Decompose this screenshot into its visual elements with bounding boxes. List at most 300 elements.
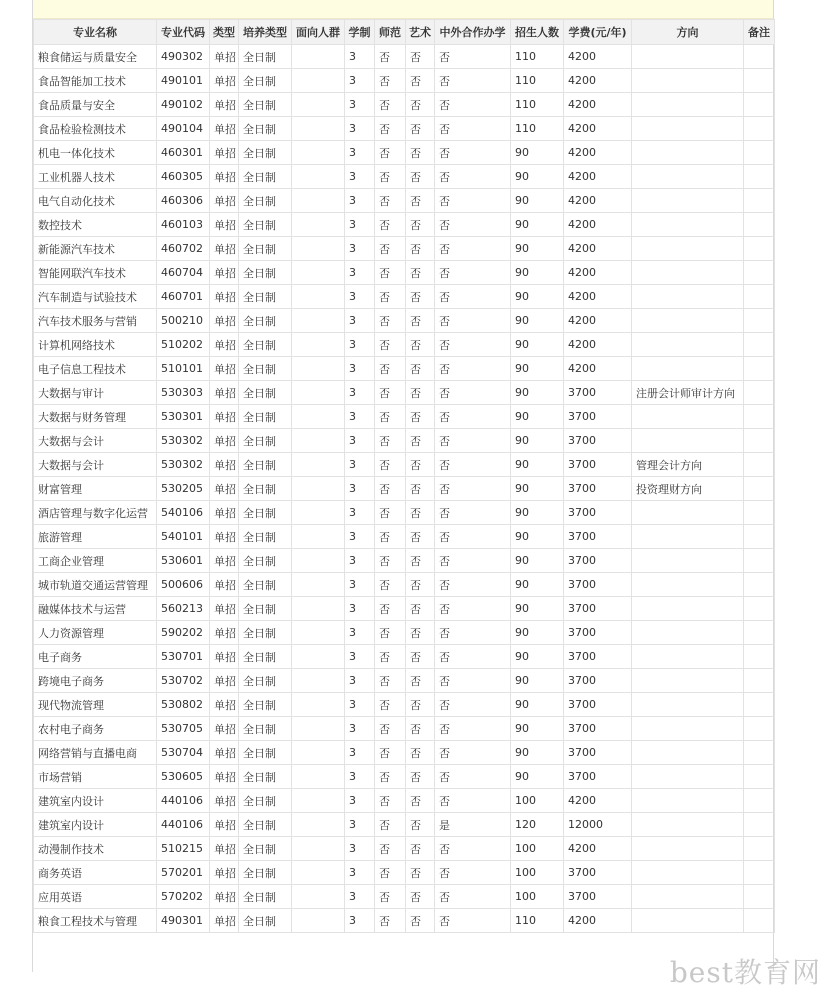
cell-normal: 否: [375, 693, 406, 717]
cell-joint: 否: [435, 261, 511, 285]
cell-joint: 否: [435, 165, 511, 189]
cell-joint: 否: [435, 789, 511, 813]
cell-normal: 否: [375, 645, 406, 669]
cell-remark: [744, 261, 775, 285]
cell-remark: [744, 717, 775, 741]
cell-tuition: 4200: [564, 165, 632, 189]
cell-joint: 否: [435, 621, 511, 645]
cell-art: 否: [406, 117, 435, 141]
cell-tuition: 4200: [564, 357, 632, 381]
cell-direction: [632, 525, 744, 549]
cell-normal: 否: [375, 429, 406, 453]
cell-direction: [632, 597, 744, 621]
cell-type: 单招: [210, 285, 239, 309]
cell-enrollment: 90: [511, 693, 564, 717]
cell-joint: 否: [435, 237, 511, 261]
cell-major-code: 440106: [157, 813, 210, 837]
cell-art: 否: [406, 141, 435, 165]
cell-study-mode: 全日制: [239, 621, 292, 645]
cell-major-code: 500606: [157, 573, 210, 597]
cell-remark: [744, 573, 775, 597]
cell-joint: 否: [435, 405, 511, 429]
cell-target-group: [292, 477, 345, 501]
cell-art: 否: [406, 909, 435, 933]
cell-study-mode: 全日制: [239, 789, 292, 813]
cell-type: 单招: [210, 717, 239, 741]
cell-enrollment: 90: [511, 501, 564, 525]
cell-direction: [632, 357, 744, 381]
cell-tuition: 4200: [564, 309, 632, 333]
cell-normal: 否: [375, 885, 406, 909]
cell-tuition: 3700: [564, 621, 632, 645]
cell-target-group: [292, 813, 345, 837]
column-header-joint: 中外合作办学: [435, 20, 511, 45]
cell-tuition: 4200: [564, 141, 632, 165]
cell-joint: 否: [435, 909, 511, 933]
cell-art: 否: [406, 573, 435, 597]
cell-enrollment: 110: [511, 69, 564, 93]
cell-major-name: 大数据与会计: [34, 429, 157, 453]
cell-major-code: 460306: [157, 189, 210, 213]
cell-remark: [744, 477, 775, 501]
cell-joint: 否: [435, 117, 511, 141]
cell-major-code: 530702: [157, 669, 210, 693]
cell-study-mode: 全日制: [239, 861, 292, 885]
cell-remark: [744, 309, 775, 333]
cell-art: 否: [406, 45, 435, 69]
cell-remark: [744, 765, 775, 789]
cell-normal: 否: [375, 285, 406, 309]
table-row: [34, 549, 775, 573]
cell-duration: 3: [345, 453, 375, 477]
cell-major-code: 540106: [157, 501, 210, 525]
cell-duration: 3: [345, 813, 375, 837]
cell-type: 单招: [210, 141, 239, 165]
cell-art: 否: [406, 261, 435, 285]
cell-major-name: 市场营销: [34, 765, 157, 789]
cell-type: 单招: [210, 885, 239, 909]
cell-tuition: 3700: [564, 597, 632, 621]
cell-direction: [632, 213, 744, 237]
cell-duration: 3: [345, 189, 375, 213]
cell-enrollment: 90: [511, 621, 564, 645]
cell-enrollment: 90: [511, 645, 564, 669]
cell-normal: 否: [375, 669, 406, 693]
cell-remark: [744, 597, 775, 621]
cell-joint: 否: [435, 93, 511, 117]
cell-tuition: 3700: [564, 765, 632, 789]
cell-tuition: 3700: [564, 525, 632, 549]
cell-joint: 否: [435, 765, 511, 789]
cell-direction: [632, 861, 744, 885]
cell-type: 单招: [210, 309, 239, 333]
cell-remark: [744, 525, 775, 549]
cell-remark: [744, 165, 775, 189]
cell-type: 单招: [210, 117, 239, 141]
cell-duration: 3: [345, 597, 375, 621]
cell-target-group: [292, 333, 345, 357]
cell-tuition: 3700: [564, 669, 632, 693]
cell-study-mode: 全日制: [239, 597, 292, 621]
cell-type: 单招: [210, 549, 239, 573]
cell-type: 单招: [210, 477, 239, 501]
table-row: [34, 189, 775, 213]
table-row: [34, 69, 775, 93]
cell-study-mode: 全日制: [239, 117, 292, 141]
cell-study-mode: 全日制: [239, 645, 292, 669]
cell-study-mode: 全日制: [239, 141, 292, 165]
table-row: [34, 573, 775, 597]
cell-major-name: 电子信息工程技术: [34, 357, 157, 381]
cell-major-name: 大数据与财务管理: [34, 405, 157, 429]
cell-direction: [632, 669, 744, 693]
cell-art: 否: [406, 549, 435, 573]
cell-enrollment: 90: [511, 357, 564, 381]
cell-type: 单招: [210, 909, 239, 933]
cell-direction: [632, 141, 744, 165]
cell-joint: 否: [435, 549, 511, 573]
table-row: [34, 261, 775, 285]
cell-tuition: 3700: [564, 453, 632, 477]
cell-enrollment: 90: [511, 285, 564, 309]
cell-major-name: 城市轨道交通运营管理: [34, 573, 157, 597]
cell-joint: 否: [435, 309, 511, 333]
cell-duration: 3: [345, 93, 375, 117]
cell-normal: 否: [375, 717, 406, 741]
cell-major-code: 530704: [157, 741, 210, 765]
cell-enrollment: 90: [511, 309, 564, 333]
table-row: [34, 861, 775, 885]
cell-target-group: [292, 357, 345, 381]
cell-target-group: [292, 237, 345, 261]
cell-art: 否: [406, 477, 435, 501]
cell-art: 否: [406, 525, 435, 549]
cell-study-mode: 全日制: [239, 741, 292, 765]
cell-type: 单招: [210, 813, 239, 837]
cell-direction: [632, 693, 744, 717]
cell-target-group: [292, 837, 345, 861]
cell-tuition: 4200: [564, 285, 632, 309]
cell-study-mode: 全日制: [239, 501, 292, 525]
cell-enrollment: 90: [511, 765, 564, 789]
cell-joint: 否: [435, 645, 511, 669]
cell-target-group: [292, 861, 345, 885]
table-body: [34, 45, 775, 933]
cell-type: 单招: [210, 501, 239, 525]
cell-major-name: 大数据与审计: [34, 381, 157, 405]
cell-direction: [632, 717, 744, 741]
table-row: [34, 669, 775, 693]
cell-type: 单招: [210, 573, 239, 597]
cell-art: 否: [406, 309, 435, 333]
cell-enrollment: 90: [511, 477, 564, 501]
cell-normal: 否: [375, 45, 406, 69]
table-row: [34, 381, 775, 405]
cell-duration: 3: [345, 693, 375, 717]
cell-study-mode: 全日制: [239, 837, 292, 861]
cell-duration: 3: [345, 213, 375, 237]
cell-major-name: 食品质量与安全: [34, 93, 157, 117]
cell-duration: 3: [345, 165, 375, 189]
cell-type: 单招: [210, 93, 239, 117]
table-row: [34, 645, 775, 669]
cell-enrollment: 90: [511, 597, 564, 621]
cell-type: 单招: [210, 45, 239, 69]
cell-art: 否: [406, 453, 435, 477]
cell-normal: 否: [375, 621, 406, 645]
cell-remark: [744, 213, 775, 237]
table-row: [34, 813, 775, 837]
cell-enrollment: 90: [511, 213, 564, 237]
cell-duration: 3: [345, 525, 375, 549]
cell-direction: [632, 69, 744, 93]
cell-major-name: 汽车制造与试验技术: [34, 285, 157, 309]
cell-major-code: 490302: [157, 45, 210, 69]
cell-target-group: [292, 765, 345, 789]
cell-remark: [744, 189, 775, 213]
cell-study-mode: 全日制: [239, 213, 292, 237]
cell-major-name: 电子商务: [34, 645, 157, 669]
cell-target-group: [292, 525, 345, 549]
cell-direction: [632, 501, 744, 525]
cell-normal: 否: [375, 357, 406, 381]
cell-enrollment: 110: [511, 45, 564, 69]
table-row: [34, 309, 775, 333]
cell-joint: 否: [435, 573, 511, 597]
cell-type: 单招: [210, 213, 239, 237]
cell-normal: 否: [375, 765, 406, 789]
cell-duration: 3: [345, 69, 375, 93]
cell-enrollment: 110: [511, 909, 564, 933]
cell-enrollment: 90: [511, 717, 564, 741]
cell-major-name: 食品智能加工技术: [34, 69, 157, 93]
table-row: [34, 357, 775, 381]
cell-study-mode: 全日制: [239, 453, 292, 477]
table-row: [34, 237, 775, 261]
cell-remark: [744, 45, 775, 69]
cell-remark: [744, 789, 775, 813]
cell-duration: 3: [345, 261, 375, 285]
cell-tuition: 12000: [564, 813, 632, 837]
cell-major-code: 540101: [157, 525, 210, 549]
cell-art: 否: [406, 429, 435, 453]
cell-study-mode: 全日制: [239, 381, 292, 405]
cell-enrollment: 90: [511, 669, 564, 693]
cell-target-group: [292, 93, 345, 117]
cell-target-group: [292, 573, 345, 597]
cell-enrollment: 90: [511, 525, 564, 549]
cell-major-code: 500210: [157, 309, 210, 333]
cell-art: 否: [406, 813, 435, 837]
cell-tuition: 4200: [564, 189, 632, 213]
cell-joint: 否: [435, 525, 511, 549]
cell-type: 单招: [210, 165, 239, 189]
cell-direction: [632, 405, 744, 429]
cell-remark: [744, 237, 775, 261]
table-row: [34, 117, 775, 141]
cell-joint: 否: [435, 141, 511, 165]
cell-remark: [744, 381, 775, 405]
cell-type: 单招: [210, 429, 239, 453]
cell-direction: [632, 93, 744, 117]
cell-normal: 否: [375, 477, 406, 501]
cell-duration: 3: [345, 789, 375, 813]
cell-direction: [632, 789, 744, 813]
cell-major-name: 动漫制作技术: [34, 837, 157, 861]
cell-type: 单招: [210, 333, 239, 357]
cell-target-group: [292, 597, 345, 621]
cell-remark: [744, 357, 775, 381]
cell-normal: 否: [375, 597, 406, 621]
cell-tuition: 4200: [564, 261, 632, 285]
cell-art: 否: [406, 333, 435, 357]
cell-target-group: [292, 885, 345, 909]
table-row: [34, 285, 775, 309]
cell-major-code: 530303: [157, 381, 210, 405]
cell-target-group: [292, 405, 345, 429]
cell-tuition: 4200: [564, 117, 632, 141]
cell-art: 否: [406, 789, 435, 813]
cell-direction: [632, 285, 744, 309]
table-row: [34, 525, 775, 549]
cell-study-mode: 全日制: [239, 45, 292, 69]
cell-target-group: [292, 669, 345, 693]
column-header-major-name: 专业名称: [34, 20, 157, 45]
cell-major-name: 跨境电子商务: [34, 669, 157, 693]
cell-art: 否: [406, 93, 435, 117]
cell-study-mode: 全日制: [239, 93, 292, 117]
cell-major-name: 现代物流管理: [34, 693, 157, 717]
cell-study-mode: 全日制: [239, 237, 292, 261]
cell-enrollment: 100: [511, 789, 564, 813]
cell-normal: 否: [375, 501, 406, 525]
cell-duration: 3: [345, 717, 375, 741]
cell-joint: 否: [435, 501, 511, 525]
cell-major-name: 建筑室内设计: [34, 813, 157, 837]
cell-type: 单招: [210, 237, 239, 261]
cell-major-name: 粮食储运与质量安全: [34, 45, 157, 69]
cell-tuition: 3700: [564, 645, 632, 669]
cell-direction: [632, 237, 744, 261]
site-watermark: best教育网: [669, 956, 821, 989]
cell-joint: 否: [435, 285, 511, 309]
column-header-remark: 备注: [744, 20, 775, 45]
cell-duration: 3: [345, 357, 375, 381]
cell-duration: 3: [345, 117, 375, 141]
cell-enrollment: 100: [511, 885, 564, 909]
cell-direction: [632, 309, 744, 333]
cell-target-group: [292, 621, 345, 645]
admissions-table: [33, 19, 775, 933]
cell-target-group: [292, 453, 345, 477]
cell-major-code: 460305: [157, 165, 210, 189]
cell-normal: 否: [375, 741, 406, 765]
table-row: [34, 741, 775, 765]
cell-remark: [744, 93, 775, 117]
cell-remark: [744, 429, 775, 453]
cell-duration: 3: [345, 477, 375, 501]
cell-art: 否: [406, 213, 435, 237]
cell-art: 否: [406, 189, 435, 213]
cell-target-group: [292, 909, 345, 933]
cell-tuition: 4200: [564, 333, 632, 357]
cell-normal: 否: [375, 165, 406, 189]
cell-art: 否: [406, 645, 435, 669]
cell-art: 否: [406, 237, 435, 261]
cell-art: 否: [406, 741, 435, 765]
cell-type: 单招: [210, 861, 239, 885]
cell-major-name: 农村电子商务: [34, 717, 157, 741]
column-header-direction: 方向: [632, 20, 744, 45]
cell-target-group: [292, 261, 345, 285]
cell-major-code: 490101: [157, 69, 210, 93]
cell-normal: 否: [375, 213, 406, 237]
cell-tuition: 3700: [564, 477, 632, 501]
cell-joint: 否: [435, 213, 511, 237]
cell-direction: [632, 189, 744, 213]
cell-type: 单招: [210, 381, 239, 405]
cell-art: 否: [406, 597, 435, 621]
cell-target-group: [292, 501, 345, 525]
cell-type: 单招: [210, 453, 239, 477]
cell-direction: [632, 429, 744, 453]
cell-major-code: 440106: [157, 789, 210, 813]
cell-type: 单招: [210, 357, 239, 381]
cell-study-mode: 全日制: [239, 525, 292, 549]
cell-major-name: 计算机网络技术: [34, 333, 157, 357]
column-header-target-group: 面向人群: [292, 20, 345, 45]
cell-normal: 否: [375, 813, 406, 837]
cell-art: 否: [406, 69, 435, 93]
cell-major-name: 食品检验检测技术: [34, 117, 157, 141]
cell-study-mode: 全日制: [239, 669, 292, 693]
cell-target-group: [292, 189, 345, 213]
cell-major-name: 大数据与会计: [34, 453, 157, 477]
table-row: [34, 453, 775, 477]
column-header-art: 艺术: [406, 20, 435, 45]
cell-major-code: 460301: [157, 141, 210, 165]
cell-joint: 否: [435, 69, 511, 93]
cell-normal: 否: [375, 69, 406, 93]
cell-target-group: [292, 549, 345, 573]
cell-duration: 3: [345, 45, 375, 69]
cell-type: 单招: [210, 621, 239, 645]
cell-duration: 3: [345, 861, 375, 885]
cell-major-name: 粮食工程技术与管理: [34, 909, 157, 933]
cell-normal: 否: [375, 237, 406, 261]
cell-major-name: 汽车技术服务与营销: [34, 309, 157, 333]
cell-joint: 否: [435, 717, 511, 741]
cell-art: 否: [406, 861, 435, 885]
cell-target-group: [292, 429, 345, 453]
cell-enrollment: 100: [511, 837, 564, 861]
table-header: [34, 20, 775, 45]
cell-remark: [744, 285, 775, 309]
cell-remark: [744, 549, 775, 573]
table-row: [34, 501, 775, 525]
cell-duration: 3: [345, 549, 375, 573]
cell-remark: [744, 621, 775, 645]
cell-major-name: 人力资源管理: [34, 621, 157, 645]
cell-direction: 管理会计方向: [632, 453, 744, 477]
table-row: [34, 693, 775, 717]
cell-major-name: 工商企业管理: [34, 549, 157, 573]
cell-remark: [744, 741, 775, 765]
cell-target-group: [292, 117, 345, 141]
cell-normal: 否: [375, 261, 406, 285]
cell-major-name: 酒店管理与数字化运营: [34, 501, 157, 525]
cell-study-mode: 全日制: [239, 573, 292, 597]
